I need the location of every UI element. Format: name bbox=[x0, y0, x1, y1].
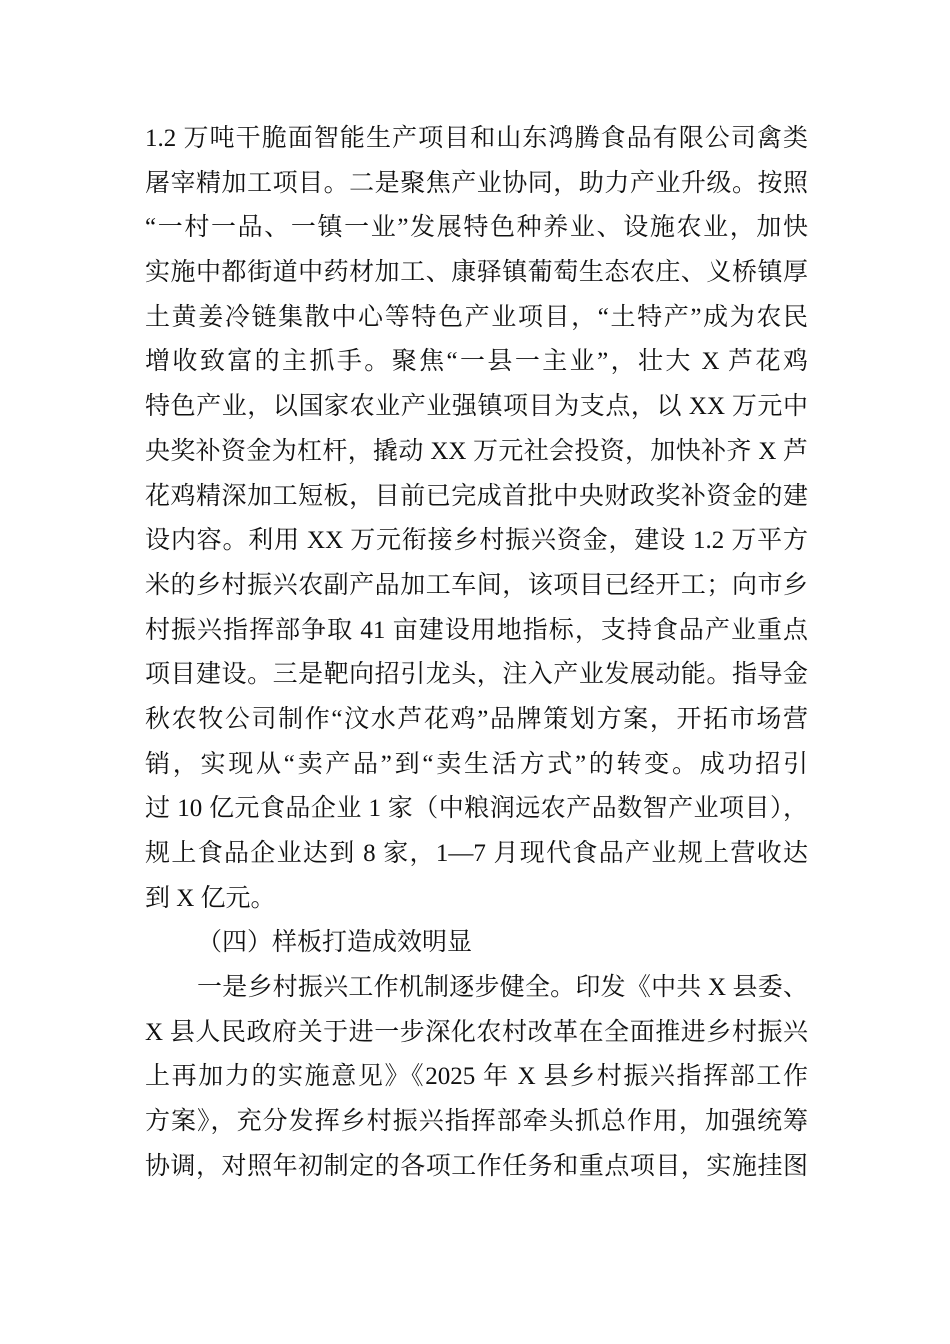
text-line: 花鸡精深加工短板，目前已完成首批中央财政奖补资金的建 bbox=[145, 482, 808, 510]
paragraph-1 bbox=[145, 117, 808, 921]
text-line: 规上食品企业达到 8 家，1—7 月现代食品产业规上营收达 bbox=[145, 840, 808, 867]
text-line: 村振兴指挥部争取 41 亩建设用地指标，支持食品产业重点 bbox=[145, 616, 808, 644]
text-line: 到 X 亿元。 bbox=[145, 884, 276, 912]
text-line: 特色产业，以国家农业产业强镇项目为支点，以 XX 万元中 bbox=[145, 393, 808, 421]
text-line: 土黄姜冷链集散中心等特色产业项目，“土特产”成为农民 bbox=[145, 303, 808, 331]
text-line: 米的乡村振兴农副产品加工车间，该项目已经开工；向市乡 bbox=[145, 571, 808, 599]
text-line: 项目建设。三是靶向招引龙头，注入产业发展动能。指导金 bbox=[145, 661, 808, 689]
text-line: 1.2 万吨干脆面智能生产项目和山东鸿腾食品有限公司禽类 bbox=[145, 125, 808, 152]
section-heading: （四）样板打造成效明显 bbox=[197, 929, 473, 957]
text-line: 设内容。利用 XX 万元衔接乡村振兴资金，建设 1.2 万平方 bbox=[145, 527, 808, 555]
text-line: 销，实现从“卖产品”到“卖生活方式”的转变。成功招引 bbox=[145, 750, 808, 778]
text-line: 增收致富的主抓手。聚焦“一县一主业”，壮大 X 芦花鸡 bbox=[145, 348, 808, 376]
paragraph-2 bbox=[145, 966, 808, 1189]
text-line: 一是乡村振兴工作机制逐步健全。印发《中共 X 县委、 bbox=[197, 974, 808, 1002]
document-body bbox=[145, 117, 808, 1190]
text-line: 协调，对照年初制定的各项工作任务和重点项目，实施挂图 bbox=[145, 1152, 808, 1180]
text-line: 央奖补资金为杠杆，撬动 XX 万元社会投资，加快补齐 X 芦 bbox=[145, 437, 808, 465]
text-line: “一村一品、一镇一业”发展特色种养业、设施农业，加快 bbox=[145, 214, 808, 242]
text-line: X 县人民政府关于进一步深化农村改革在全面推进乡村振兴 bbox=[145, 1018, 808, 1046]
text-line: 过 10 亿元食品企业 1 家（中粮润远农产品数智产业项目）， bbox=[145, 795, 808, 823]
text-line: 上再加力的实施意见》《2025 年 X 县乡村振兴指挥部工作 bbox=[145, 1063, 808, 1091]
text-line: 屠宰精加工项目。二是聚焦产业协同，助力产业升级。按照 bbox=[145, 169, 808, 197]
text-line: 方案》，充分发挥乡村振兴指挥部牵头抓总作用，加强统筹 bbox=[145, 1108, 808, 1136]
text-line: 秋农牧公司制作“汶水芦花鸡”品牌策划方案，开拓市场营 bbox=[145, 705, 808, 733]
text-line: 实施中都街道中药材加工、康驿镇葡萄生态农庄、义桥镇厚 bbox=[145, 259, 808, 287]
